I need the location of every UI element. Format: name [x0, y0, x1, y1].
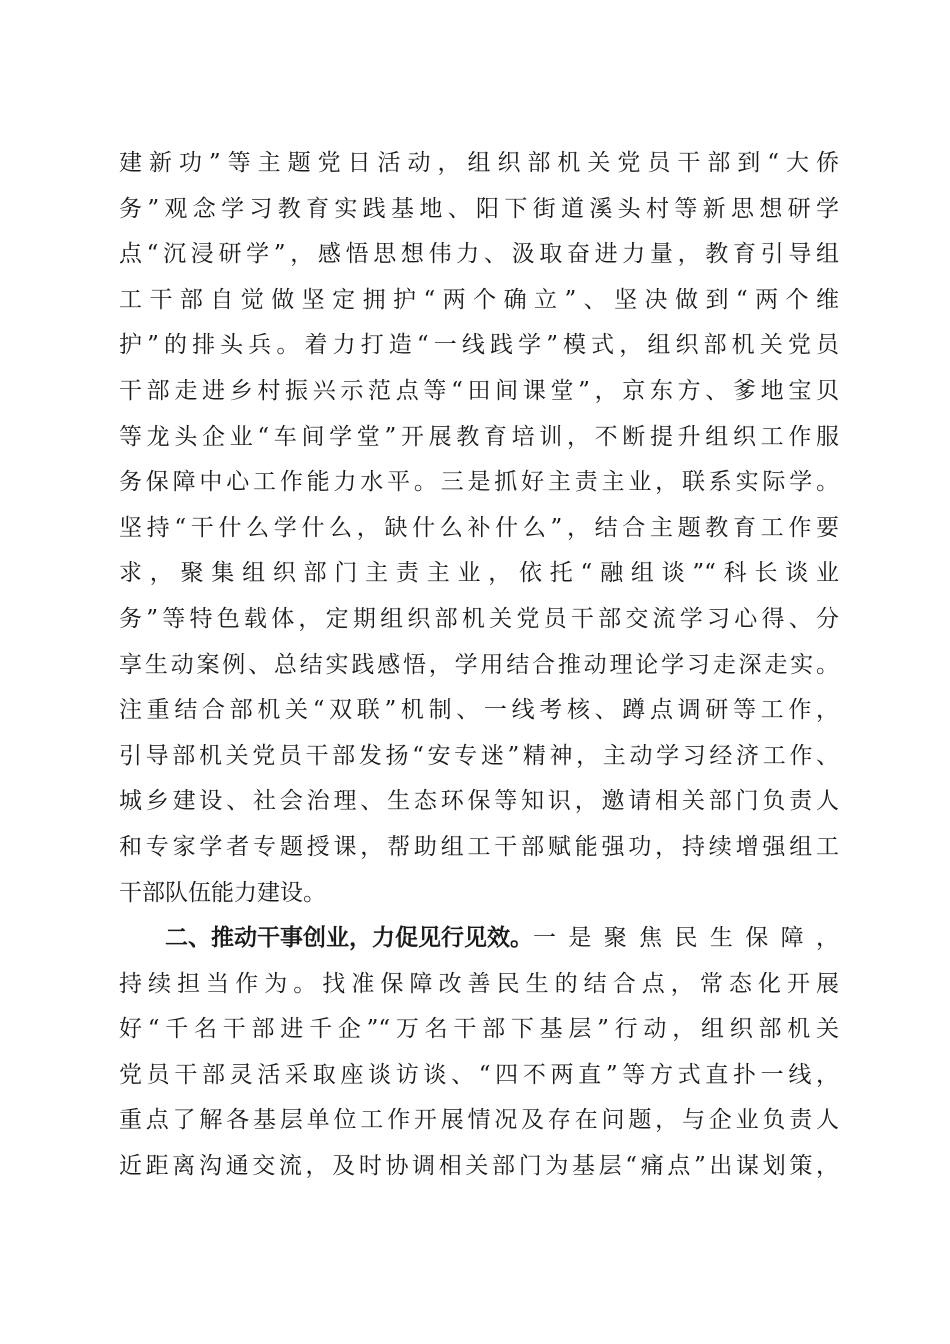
paragraph-line: 工干部自觉做坚定拥护“两个确立”、坚决做到“两个维 [119, 286, 839, 313]
section-heading-rest: 一是聚焦民生保障， [533, 925, 839, 952]
paragraph-line: 等龙头企业“车间学堂”开展教育培训，不断提升组织工作服 [119, 423, 839, 450]
paragraph-line: 注重结合部机关“双联”机制、一线考核、蹲点调研等工作， [119, 697, 839, 724]
paragraph-line: 城乡建设、社会治理、生态环保等知识，邀请相关部门负责人 [119, 788, 839, 815]
paragraph-line: 护”的排头兵。着力打造“一线践学”模式，组织部机关党员 [119, 332, 839, 359]
paragraph-line: 务”等特色载体，定期组织部机关党员干部交流学习心得、分 [119, 605, 839, 632]
section-heading: 二、推动干事创业，力促见行见效。 [165, 925, 533, 952]
paragraph-line: 求，聚集组织部门主责主业，依托“融组谈”“科长谈业 [119, 560, 839, 587]
body-text [119, 141, 839, 1190]
paragraph-line: 近距离沟通交流，及时协调相关部门为基层“痛点”出谋划策， [119, 1153, 839, 1180]
paragraph-line: 干部走进乡村振兴示范点等“田间课堂”，京东方、爹地宝贝 [119, 377, 839, 404]
paragraph-line: 好“千名干部进千企”“万名干部下基层”行动，组织部机关 [119, 1016, 839, 1043]
paragraph-line: 干部队伍能力建设。 [119, 879, 326, 906]
paragraph-line: 引导部机关党员干部发扬“安专迷”精神，主动学习经济工作、 [119, 742, 839, 769]
paragraph-line: 务”观念学习教育实践基地、阳下街道溪头村等新思想研学 [119, 195, 839, 222]
paragraph-line: 务保障中心工作能力水平。三是抓好主责主业，联系实际学。 [119, 469, 839, 496]
paragraph-line: 坚持“干什么学什么，缺什么补什么”，结合主题教育工作要 [119, 514, 839, 541]
paragraph-line: 建新功”等主题党日活动，组织部机关党员干部到“大侨 [119, 150, 839, 176]
paragraph-line: 享生动案例、总结实践感悟，学用结合推动理论学习走深走实。 [119, 651, 839, 678]
paragraph-line: 点“沉浸研学”，感悟思想伟力、汲取奋进力量，教育引导组 [119, 241, 839, 268]
paragraph-line: 和专家学者专题授课，帮助组工干部赋能强功，持续增强组工 [119, 833, 839, 860]
paragraph-line: 持续担当作为。找准保障改善民生的结合点，常态化开展 [119, 970, 839, 997]
paragraph-line: 党员干部灵活采取座谈访谈、“四不两直”等方式直扑一线， [119, 1061, 839, 1088]
section-heading-line [119, 916, 839, 962]
paragraph-line: 重点了解各基层单位工作开展情况及存在问题，与企业负责人 [119, 1107, 839, 1134]
